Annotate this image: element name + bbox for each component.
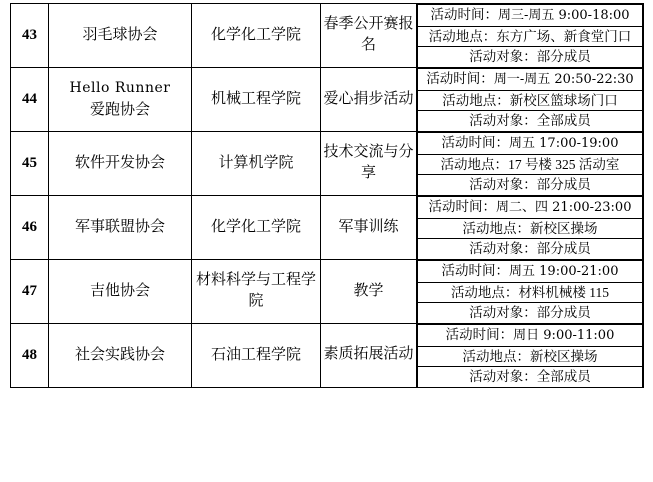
detail-place-value: 新校区操场 <box>530 220 598 236</box>
detail-place-value: 东方广场、新食堂门口 <box>496 28 632 44</box>
detail-time-label: 活动时间： <box>428 198 497 214</box>
detail-time-value: 周五 17:00-19:00 <box>509 135 619 151</box>
detail-target-value: 部分成员 <box>536 49 591 65</box>
table-row <box>11 323 644 387</box>
club-name-latin: Hello Runner <box>69 79 171 96</box>
detail-place <box>418 346 643 367</box>
detail-time <box>418 5 643 27</box>
activity-name: 军事训练 <box>321 195 417 259</box>
row-index: 47 <box>11 259 49 323</box>
department-name: 机械工程学院 <box>192 67 321 131</box>
detail-time-label: 活动时间： <box>445 326 514 342</box>
club-name <box>49 67 192 131</box>
row-index: 48 <box>11 323 49 387</box>
detail-time-label: 活动时间： <box>426 70 494 86</box>
detail-target <box>418 175 643 195</box>
detail-target-label: 活动对象： <box>469 177 537 193</box>
detail-time-label: 活动时间： <box>441 134 510 150</box>
detail-target <box>418 303 643 323</box>
detail-place <box>418 282 643 303</box>
activity-name: 技术交流与分享 <box>321 131 417 195</box>
detail-time-value: 周五 19:00-21:00 <box>509 263 619 279</box>
detail-target-label: 活动对象： <box>469 49 537 65</box>
club-name: 软件开发协会 <box>49 131 192 195</box>
detail-target-value: 全部成员 <box>536 113 591 129</box>
department-name: 化学化工学院 <box>192 195 321 259</box>
detail-place <box>418 154 643 175</box>
activity-details <box>417 67 644 131</box>
activity-name: 教学 <box>321 259 417 323</box>
department-name: 化学化工学院 <box>192 4 321 68</box>
activity-details <box>417 4 644 68</box>
detail-target <box>418 239 643 259</box>
detail-time-label: 活动时间： <box>441 262 510 278</box>
table-row <box>11 195 644 259</box>
table-row <box>11 67 644 131</box>
detail-time <box>418 260 643 282</box>
activity-details <box>417 259 644 323</box>
detail-target-value: 全部成员 <box>536 369 591 385</box>
detail-target-label: 活动对象： <box>469 241 537 257</box>
detail-time <box>418 68 643 90</box>
detail-time-value: 周一-周五 20:50-22:30 <box>493 71 634 87</box>
department-name: 石油工程学院 <box>192 323 321 387</box>
detail-place-label: 活动地点： <box>450 284 519 300</box>
detail-place-label: 活动地点： <box>462 348 530 364</box>
activity-details <box>417 195 644 259</box>
row-index: 44 <box>11 67 49 131</box>
detail-time-value: 周日 9:00-11:00 <box>513 327 615 343</box>
row-index: 43 <box>11 4 49 68</box>
detail-place-value: 新校区篮球场门口 <box>509 92 618 108</box>
detail-place-label: 活动地点： <box>462 220 530 236</box>
detail-target-label: 活动对象： <box>469 369 537 385</box>
detail-place-value: 17 号楼 325 活动室 <box>508 156 620 172</box>
table-row <box>11 131 644 195</box>
row-index: 46 <box>11 195 49 259</box>
document-page <box>0 3 653 482</box>
activity-name: 春季公开赛报名 <box>321 4 417 68</box>
detail-place-label: 活动地点： <box>428 28 497 44</box>
detail-target <box>418 111 643 131</box>
club-name: 羽毛球协会 <box>49 4 192 68</box>
detail-target <box>418 367 643 387</box>
detail-place <box>418 90 643 111</box>
club-name: 社会实践协会 <box>49 323 192 387</box>
detail-place <box>418 26 643 47</box>
detail-time <box>418 132 643 154</box>
detail-place-label: 活动地点： <box>440 156 509 172</box>
table-row <box>11 259 644 323</box>
activity-details <box>417 323 644 387</box>
detail-target-value: 部分成员 <box>536 177 591 193</box>
department-name: 计算机学院 <box>192 131 321 195</box>
club-activity-table <box>10 3 644 388</box>
activity-details <box>417 131 644 195</box>
detail-time-label: 活动时间： <box>430 7 498 22</box>
detail-target-label: 活动对象： <box>469 113 537 129</box>
club-name: 军事联盟协会 <box>49 195 192 259</box>
detail-place-value: 新校区操场 <box>530 348 598 364</box>
row-index: 45 <box>11 131 49 195</box>
detail-place-value: 材料机械楼 115 <box>518 284 610 300</box>
activity-name: 素质拓展活动 <box>321 323 417 387</box>
department-name: 材料科学与工程学院 <box>192 259 321 323</box>
detail-target <box>418 47 643 67</box>
club-name: 吉他协会 <box>49 259 192 323</box>
detail-time <box>418 196 643 218</box>
detail-target-value: 部分成员 <box>536 305 591 321</box>
detail-place <box>418 218 643 239</box>
detail-time <box>418 324 643 346</box>
activity-name: 爱心捐步活动 <box>321 67 417 131</box>
detail-target-label: 活动对象： <box>469 305 537 321</box>
detail-time-value: 周二、四 21:00-23:00 <box>496 199 632 215</box>
table-row <box>11 4 644 68</box>
detail-time-value: 周三-周五 9:00-18:00 <box>497 8 630 23</box>
club-name-cn: 爱跑协会 <box>89 102 150 119</box>
detail-place-label: 活动地点： <box>442 92 510 108</box>
detail-target-value: 部分成员 <box>536 241 591 257</box>
